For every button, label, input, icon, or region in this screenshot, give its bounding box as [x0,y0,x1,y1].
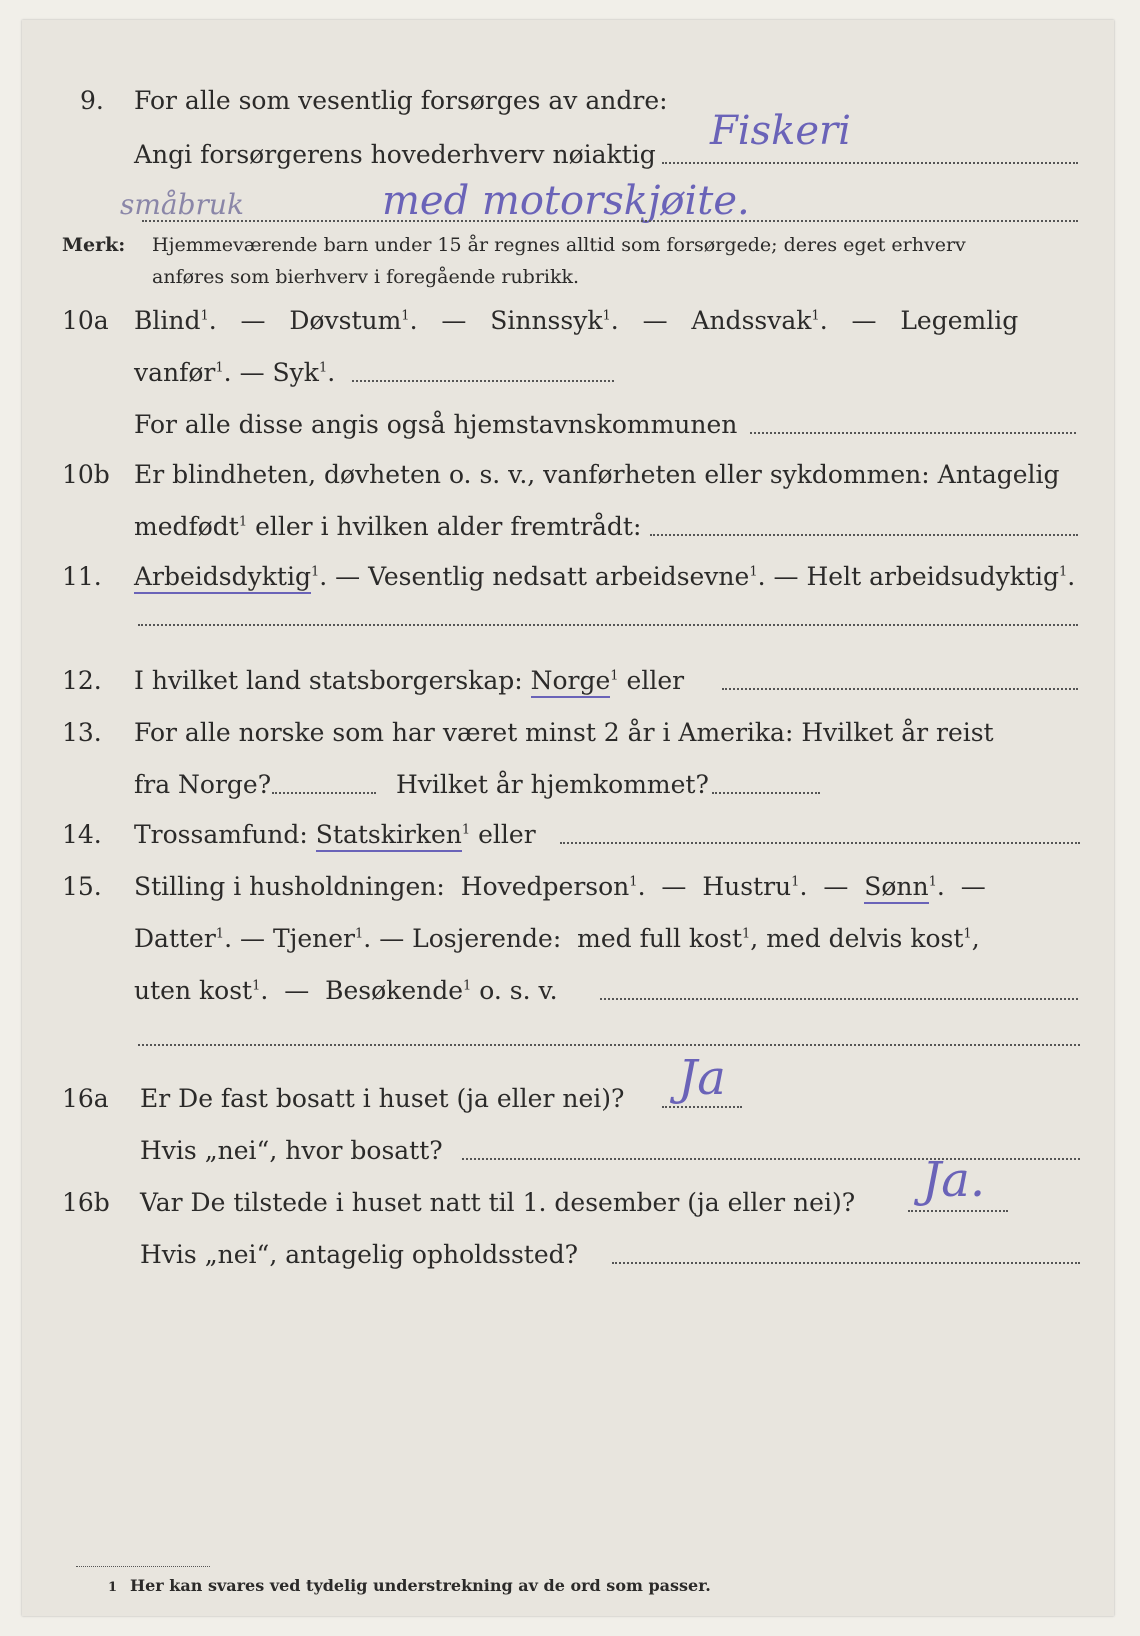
q16a-line2: Hvis „nei“, hvor bosatt? [140,1136,443,1165]
q16b-line1: Var De tilstede i huset natt til 1. desember (ja eller nei)? [140,1188,856,1217]
footnote-rule [76,1566,210,1567]
q15-full-kost: med full kost [577,924,742,953]
q15-uten-kost: uten kost [134,976,253,1005]
q13-number: 13. [62,718,102,747]
q13-fra-norge: fra Norge? [134,770,272,799]
q10b-answer-line [650,534,1078,536]
q11-arbeidsdyktig-underlined: Arbeidsdyktig [134,562,311,594]
q16b-line2: Hvis „nei“, antagelig opholdssted? [140,1240,579,1269]
q10a-legemlig: Legemlig [900,306,1019,335]
q15-besokende: Besøkende [325,976,464,1005]
q10a-syk: Syk [272,358,319,387]
q9-handwritten-occupation: Fiskeri [710,108,851,154]
census-form-page [22,20,1114,1616]
q10a-number: 10a [62,306,109,335]
merk-line2: anføres som bierhverv i foregående rubrikk. [152,266,580,288]
q10b-medfodt: medfødt [134,512,239,541]
q15-answer-line-2 [138,1044,1080,1046]
q14-number: 14. [62,820,102,849]
q10a-vanfor: vanfør [134,358,216,387]
merk-label: Merk: [62,234,126,256]
q10a-blind: Blind [134,306,201,335]
footnote-mark: 1 [108,1580,118,1595]
q15-sonn-underlined: Sønn [864,872,928,904]
q16b-number: 16b [62,1188,110,1217]
q15-hustru: Hustru [702,872,792,901]
q11-answer-line [138,624,1078,626]
q10a-line1: Blind$^1$. — Døvstum$^1$. — Sinnssyk$^1$. — Andssvak$^1$. — Legemlig [134,306,1019,335]
q11-helt: Helt arbeidsudyktig [806,562,1059,591]
q16a-line1: Er De fast bosatt i huset (ja eller nei)? [140,1084,625,1113]
q13-line1: For alle norske som har været minst 2 år i Amerika: Hvilket år reist [134,718,994,747]
q10b-number: 10b [62,460,110,489]
q16b-answer-line [908,1210,1008,1212]
q15-tjener: Tjener [272,924,356,953]
q15-line2: Datter$^1$. — Tjener$^1$. — Losjerende: med full kost$^1$, med delvis kost$^1$, [134,924,980,953]
q16a-handwritten-answer: Ja [678,1050,726,1106]
q10a-kommune-line [750,432,1076,434]
q9-line2: Angi forsørgerens hovederhverv nøiaktig [134,140,656,169]
q10a-line2: vanfør$^1$. — Syk$^1$. [134,358,336,387]
q9-answer-line [662,162,1078,164]
q16b-sted-line [612,1262,1080,1264]
q15-answer-line [600,998,1078,1000]
q9-line1: For alle som vesentlig forsørges av andre: [134,86,668,115]
q13-hjemkommet: Hvilket år hjemkommet? [396,770,709,799]
q15-number: 15. [62,872,102,901]
q9-number: 9. [80,86,104,115]
q10b-line2: medfødt$^1$ eller i hvilken alder fremtrådt: [134,512,642,541]
q15-line1: Stilling i husholdningen: Hovedperson$^1$. — Hustru$^1$. — Sønn$^1$. — [134,872,986,901]
q10b-line1: Er blindheten, døvheten o. s. v., vanførheten eller sykdommen: Antagelig [134,460,1060,489]
q10a-sinnssyk: Sinnssyk [490,306,603,335]
q14-answer-line [560,842,1080,844]
q15-datter: Datter [134,924,216,953]
merk-line1: Hjemmeværende barn under 15 år regnes alltid som forsørgede; deres eget erhverv [152,234,966,256]
q14-line1: Trossamfund: Statskirken$^1$ eller [134,820,536,849]
q15-losjerende: Losjerende: [412,924,562,953]
q11-line1: Arbeidsdyktig$^1$. — Vesentlig nedsatt arbeidsevne$^1$. — Helt arbeidsudyktig$^1$. [134,562,1075,591]
q9-handwritten-motorboat: med motorskjøite. [382,178,750,224]
q12-norge-underlined: Norge [531,666,611,698]
q15-hovedperson: Hovedperson [460,872,630,901]
q11-vesentlig: Vesentlig nedsatt arbeidsevne [368,562,750,591]
footnote-text: Her kan svares ved tydelig understrekning av de ord som passer. [130,1576,711,1595]
q10a-syk-line [352,380,614,382]
q9-answer-line-2 [142,220,1078,222]
q15-line3: uten kost$^1$. — Besøkende$^1$ o. s. v. [134,976,558,1005]
q10a-andssvak: Andssvak [691,306,812,335]
q14-statskirken-underlined: Statskirken [316,820,462,852]
q11-number: 11. [62,562,102,591]
q9-handwritten-smallfarm: småbruk [120,188,244,221]
q15-delvis-kost: med delvis kost [766,924,964,953]
q12-answer-line [722,688,1078,690]
q13-hjem-line [712,792,820,794]
q16a-answer-line [662,1106,742,1108]
q16a-number: 16a [62,1084,109,1113]
q13-fra-line [272,792,376,794]
q12-number: 12. [62,666,102,695]
q10a-dovstum: Døvstum [289,306,402,335]
q16b-handwritten-answer: Ja. [922,1152,986,1208]
q12-line1: I hvilket land statsborgerskap: Norge$^1$ eller [134,666,684,695]
q16a-bosatt-line [462,1158,1080,1160]
q10a-line3: For alle disse angis også hjemstavnskommunen [134,410,738,439]
